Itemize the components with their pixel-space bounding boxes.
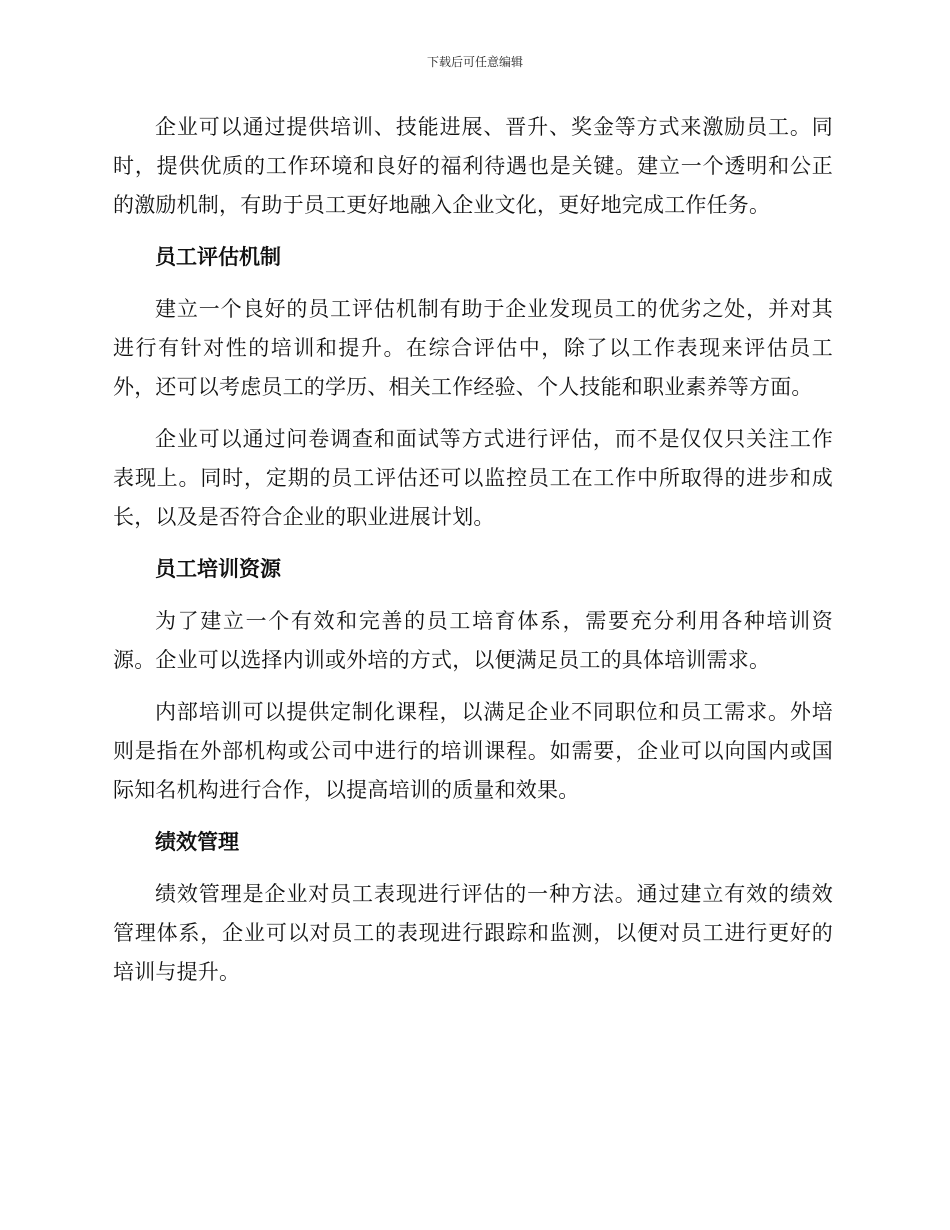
document-body <box>113 108 833 1005</box>
heading-employee-evaluation: 员工评估机制 <box>155 245 281 269</box>
heading-performance-management: 绩效管理 <box>155 830 239 854</box>
paragraph-evaluation-mechanism: 建立一个良好的员工评估机制有助于企业发现员工的优劣之处，并对其进行有针对性的培训和提升。在综合评估中，除了以工作表现来评估员工外，还可以考虑员工的学历、相关工作经验、个人技能和职业素养等方面。 <box>113 297 833 399</box>
paragraph-training-resources: 为了建立一个有效和完善的员工培育体系，需要充分利用各种培训资源。企业可以选择内训或外培的方式，以便满足员工的具体培训需求。 <box>113 609 833 672</box>
paragraph-performance-management: 绩效管理是企业对员工表现进行评估的一种方法。通过建立有效的绩效管理体系，企业可以对员工的表现进行跟踪和监测，以便对员工进行更好的培训与提升。 <box>113 882 833 984</box>
paragraph-internal-external-training: 内部培训可以提供定制化课程，以满足企业不同职位和员工需求。外培则是指在外部机构或公司中进行的培训课程。如需要，企业可以向国内或国际知名机构进行合作，以提高培训的质量和效果。 <box>113 700 833 802</box>
paragraph-incentives: 企业可以通过提供培训、技能进展、晋升、奖金等方式来激励员工。同时，提供优质的工作环境和良好的福利待遇也是关键。建立一个透明和公正的激励机制，有助于员工更好地融入企业文化，更好地完成工作任务。 <box>113 115 833 217</box>
page-header: 下载后可任意编辑 <box>426 55 523 69</box>
paragraph-evaluation-methods: 企业可以通过问卷调查和面试等方式进行评估，而不是仅仅只关注工作表现上。同时，定期的员工评估还可以监控员工在工作中所取得的进步和成长，以及是否符合企业的职业进展计划。 <box>113 427 833 529</box>
heading-training-resources: 员工培训资源 <box>155 557 281 581</box>
